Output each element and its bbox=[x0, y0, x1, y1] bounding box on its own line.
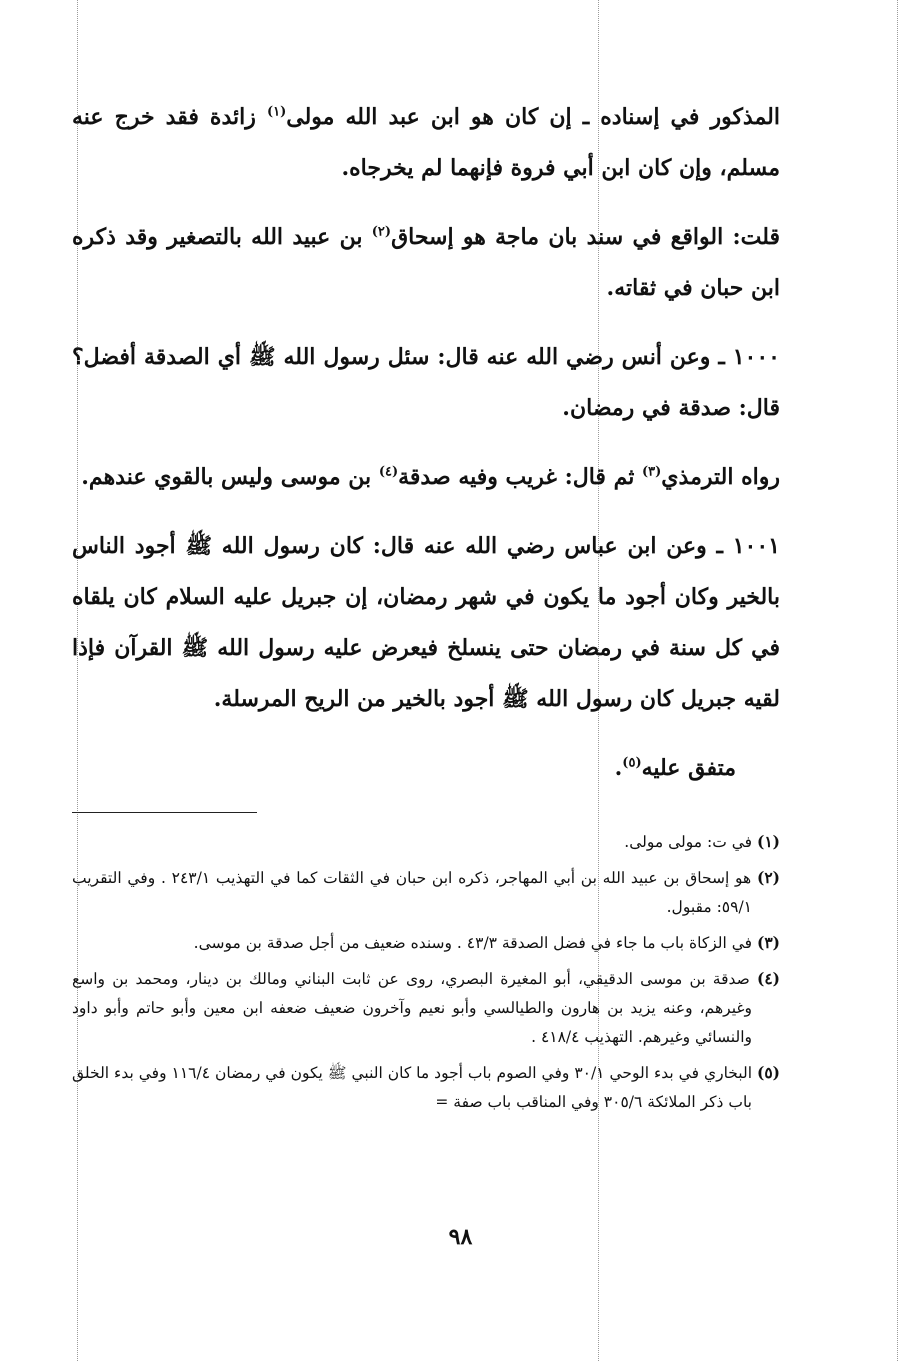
main-text bbox=[72, 92, 780, 794]
footnote-ref-3[interactable]: (٣) bbox=[642, 464, 662, 480]
footnote-ref-2[interactable]: (٢) bbox=[371, 224, 392, 240]
footnote-5: (٥) البخاري في بدء الوحي ٣٠/١ وفي الصوم باب أجود ما كان النبي ﷺ يكون في رمضان ١١٦/٤ وفي بدء الخلق باب ذكر الملائكة ٣٠٥/٦ وفي المناقب باب صفة = bbox=[72, 1063, 780, 1111]
attribution: متفق عليه$^{(٥)}$. bbox=[614, 755, 736, 781]
footnote-2: (٢) هو إسحاق بن عبيد الله بن أبي المهاجر، ذكره ابن حبان في الثقات كما في التهذيب ٢٤٣/١ . وفي التقريب ٥٩/١: مقبول. bbox=[72, 868, 781, 916]
hadith-1001: ١٠٠١ ـ وعن ابن عباس رضي الله عنه قال: كان رسول الله ﷺ أجود الناس بالخير وكان أجود ما يكون في شهر رمضان، إن جبريل عليه السلام كان يلقاه في كل سنة في رمضان حتى ينسلخ فيعرض عليه رسول الله ﷺ القرآن فإذا لقيه جبريل كان رسول الله ﷺ أجود بالخير من الريح المرسلة. bbox=[72, 533, 780, 712]
footnote-ref-4[interactable]: (٤) bbox=[378, 464, 399, 480]
page-body bbox=[72, 92, 780, 1123]
paragraph-2: قلت: الواقع في سند بان ماجة هو إسحاق$^{(٢)}$ بن عبيد الله بالتصغير وقد ذكره ابن حبان في ثقاته. bbox=[72, 224, 781, 301]
footnote-ref-1[interactable]: (١) bbox=[266, 104, 287, 120]
footnote-separator bbox=[72, 812, 257, 813]
footnote-1: (١) في ت: مولى مولى. bbox=[624, 832, 780, 851]
paragraph-tirmidhi: رواه الترمذي$^{(٣)}$ ثم قال: غريب وفيه صدقة$^{(٤)}$ بن موسى وليس بالقوي عندهم. bbox=[81, 464, 780, 490]
paragraph-1: المذكور في إسناده ـ إن كان هو ابن عبد الله مولى$^{(١)}$ زائدة فقد خرج عنه مسلم، وإن كان ابن أبي فروة فإنهما لم يخرجاه. bbox=[72, 104, 781, 181]
margin-guide-right bbox=[897, 0, 898, 1361]
hadith-1000: ١٠٠٠ ـ وعن أنس رضي الله عنه قال: سئل رسول الله ﷺ أي الصدقة أفضل؟ قال: صدقة في رمضان. bbox=[72, 344, 780, 421]
footnote-4: (٤) صدقة بن موسى الدقيقي، أبو المغيرة البصري، روى عن ثابت البناني ومالك بن دينار، ومحمد بن واسع وغيرهم، وعنه يزيد بن هارون والطيالسي وأبو نعيم وآخرون ضعيف ضعفه ابن معين وأبو حاتم وأبو داود والنسائي وغيرهم. التهذيب ٤١٨/٤ . bbox=[72, 969, 780, 1046]
footnote-ref-5[interactable]: (٥) bbox=[622, 755, 642, 771]
footnotes bbox=[72, 827, 780, 1117]
page-number: ٩٨ bbox=[448, 1224, 473, 1250]
footnote-3: (٣) في الزكاة باب ما جاء في فضل الصدقة ٤٣/٣ . وسنده ضعيف من أجل صدقة بن موسى. bbox=[193, 933, 780, 952]
